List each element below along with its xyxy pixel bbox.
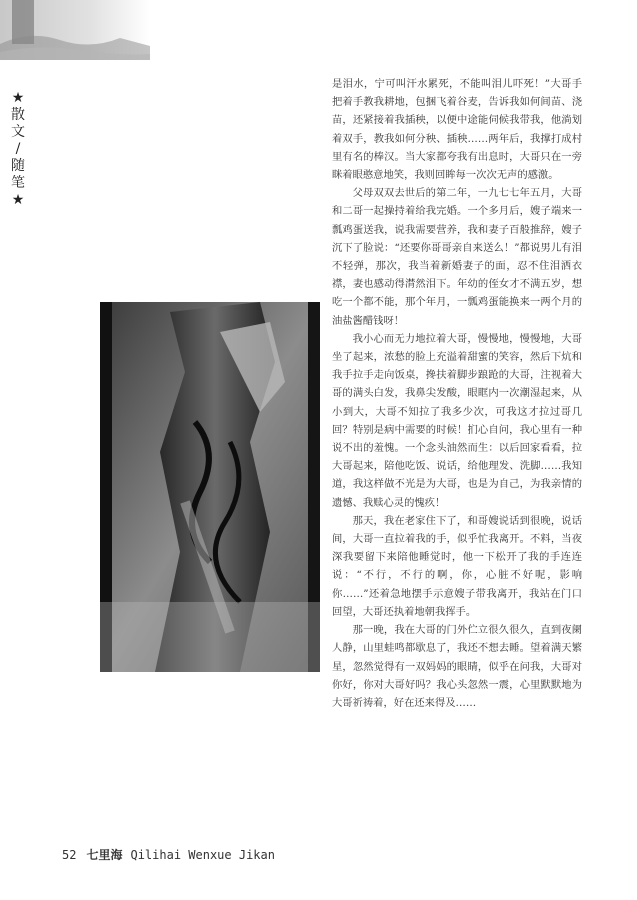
- magazine-name: 七里海: [86, 848, 123, 862]
- section-label-char: ★: [11, 90, 25, 106]
- article-body: [332, 75, 582, 712]
- article-paragraph: 那天，我在老家住下了，和哥嫂说话到很晚，说话间，大哥一直拉着我的手，似乎忙我离开。不料，当夜深我要留下来陪他睡觉时，他一下松开了我的手连连说：“不行，不行的啊，你，心脏不好呢，影响你……”还着急地摆手示意嫂子带我离开，我站在门口回望，大哥还执着地朝我挥手。: [332, 514, 582, 618]
- header-landscape-art: [0, 0, 150, 60]
- article-paragraph: 我小心而无力地拉着大哥，慢慢地，慢慢地，大哥坐了起来，浓愁的脸上充溢着甜蜜的笑容，然后下炕和我手拉手走向饭桌，搀扶着脚步踉跄的大哥，注视着大哥的满头白发，我鼻尖发酸，眼眶内一次潮湿起来，从小到大，大哥不知拉了我多少次，可我这才拉过哥几回？特别是病中需要的时候！扪心自问，我心里有一种说不出的羞愧。一个念头油然而生：以后回家看看，拉大哥起来，陪他吃饭、说话，给他理发、洗脚……我知道，我这样做不光是为大哥，也是为自己，为我亲情的遗憾、我赎心灵的愧疚！: [332, 332, 582, 509]
- page-number: 52: [62, 848, 77, 862]
- section-label-char: 笔: [11, 175, 25, 191]
- magazine-pinyin: Qilihai Wenxue Jikan: [130, 848, 275, 862]
- article-paragraph: 是泪水，宁可叫汗水累死，不能叫泪儿吓死！”大哥手把着手教我耕地，包捆飞着谷麦，告诉我如何间苗、浇苗，还紧接着我插秧，以便中途能伺候我带我，他淌划着双手，教我如何分秧、插秧……两年后，我撑打成村里有名的棒汉。当大家都夸我有出息时，大哥只在一旁眯着眼憨意地笑，我则回眸每一次次无声的感激。: [332, 78, 582, 182]
- article-illustration: [100, 302, 320, 672]
- section-label-char: 随: [11, 158, 25, 174]
- section-label: [8, 90, 28, 209]
- section-label-char: 散: [11, 107, 25, 123]
- article-paragraph: 父母双双去世后的第二年，一九七七年五月，大哥和二哥一起操持着给我完婚。一个多月后，嫂子端来一瓢鸡蛋送我，说我需要营养，我和妻子百般推辞，嫂子沉下了脸说：“还要你哥哥亲自来送么！”都说男儿有泪不轻弹，那次，我当着新婚妻子的面，忍不住泪洒衣襟，妻也感动得潸然泪下。年幼的侄女才不满五岁，想吃一个都不能，那个年月，一瓢鸡蛋能换来一两个月的油盐酱醋钱呀！: [332, 187, 582, 327]
- section-label-char: /: [15, 141, 21, 157]
- page-footer: [62, 846, 275, 863]
- section-label-char: ★: [11, 192, 25, 208]
- article-paragraph: 那一晚，我在大哥的门外伫立很久很久，直到夜阑人静，山里蛙鸣都歇息了，我还不想去睡。望着满天繁星，忽然觉得有一双妈妈的眼睛，似乎在问我，大哥对你好，你对大哥好吗？我心头忽然一震，心里默默地为大哥祈祷着，好在还来得及……: [332, 624, 582, 709]
- section-label-char: 文: [11, 124, 25, 140]
